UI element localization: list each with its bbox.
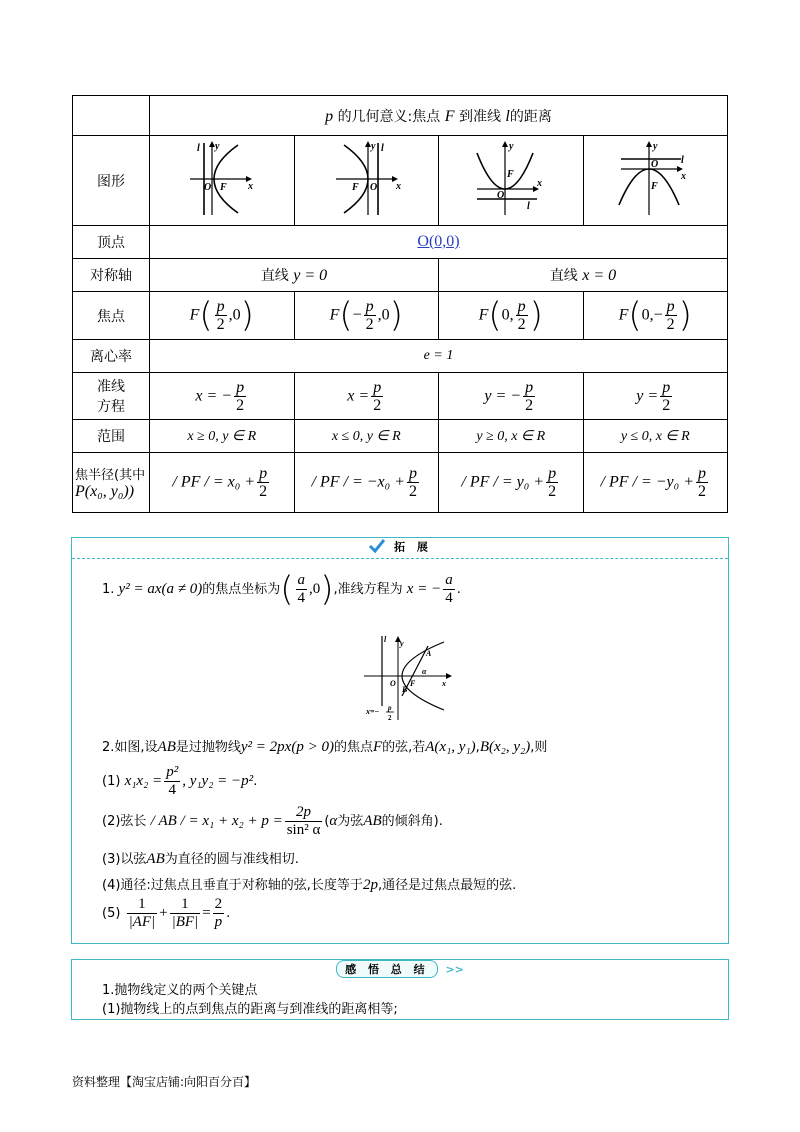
extension-item-1	[102, 569, 461, 610]
p1-lhs: x₁x₂ =	[124, 773, 163, 789]
frac-den: 2	[409, 483, 417, 500]
diagram-F-label: F	[410, 679, 416, 688]
focus-frac-3	[516, 298, 528, 333]
frac-den: 2	[373, 396, 382, 414]
directrix-lhs: y = −	[484, 387, 522, 404]
header-l: l	[505, 107, 510, 125]
focal-radius-cell-1	[150, 453, 295, 513]
summary-banner	[72, 960, 728, 977]
fig2-l-label: l	[381, 142, 385, 154]
range-cell-2: x ≤ 0, y ∈ R	[294, 420, 439, 453]
p2-note-a: (	[324, 814, 330, 829]
checkmark-icon	[368, 538, 386, 557]
focal-radius-cell-2	[294, 453, 439, 513]
summary-line-1: 1.抛物线定义的两个关键点	[102, 983, 258, 998]
p5-label: (5)	[102, 906, 121, 921]
diagram-dir-num: p	[388, 704, 392, 712]
focal-frac	[696, 465, 708, 500]
frac-num: p	[698, 465, 706, 482]
p5-end: .	[226, 906, 231, 921]
extension-item-2	[102, 736, 547, 756]
item1-end: .	[456, 582, 461, 597]
p1-frac	[164, 764, 180, 799]
p5-term-1	[127, 896, 158, 931]
directrix-frac	[523, 379, 535, 414]
focal-chord-diagram	[364, 634, 454, 724]
header-blank-cell	[73, 96, 150, 136]
focus-sign-2: −	[352, 306, 362, 324]
axis-text-2: 直线	[549, 268, 578, 284]
fig1-y-label: y	[214, 140, 220, 152]
focal-frac	[407, 465, 419, 500]
p2-alpha: α	[329, 813, 338, 829]
axis-cell-horizontal	[150, 259, 439, 292]
diagram-l-label: l	[384, 635, 387, 644]
p5-eq: =	[202, 905, 211, 921]
axis-cell-vertical	[439, 259, 728, 292]
frac-num: a	[445, 572, 453, 588]
fig2-O-label: O	[370, 181, 378, 193]
row-label-axis: 对称轴	[73, 259, 150, 292]
row-label-figure: 图形	[73, 136, 150, 226]
vertex-cell	[150, 226, 728, 259]
axis-text-1: 直线	[260, 268, 289, 284]
directrix-lhs: y =	[636, 387, 659, 404]
summary-box	[71, 959, 729, 1020]
p2-label: (2)弦长	[102, 814, 147, 829]
fig3-l-label: l	[526, 200, 530, 212]
item1-equation: y² = ax(a ≠ 0)	[118, 581, 203, 597]
summary-banner-title: 感 悟 总 结	[336, 960, 438, 978]
eccentricity-value: e = 1	[150, 340, 728, 373]
fig4-O-label: O	[651, 158, 659, 170]
item1-prefix: 1.	[102, 582, 115, 597]
item2-text: 2.如图,设	[102, 740, 158, 755]
row-label-range: 范围	[73, 420, 150, 453]
focal-radius-cell-4	[583, 453, 728, 513]
paren-close: )	[389, 295, 403, 336]
frac-den: 2	[698, 483, 706, 500]
property-5	[102, 896, 230, 931]
row-label-focus: 焦点	[73, 292, 150, 340]
frac-num: p	[216, 298, 225, 315]
row-label-directrix	[73, 373, 150, 420]
figure-down-opening	[583, 136, 728, 226]
diagram-O-label: O	[390, 679, 396, 688]
focus-sign-4: −	[653, 306, 663, 324]
axis-eq-2: x = 0	[582, 267, 617, 284]
diagram-y-label: y	[400, 639, 404, 648]
parabola-up-figure	[471, 139, 551, 219]
frac-den: 2	[216, 316, 225, 333]
parabola-properties-table	[72, 95, 728, 513]
focal-frac	[257, 465, 269, 500]
p3-b: 为直径的圆与准线相切.	[164, 852, 299, 867]
p2-frac	[285, 804, 323, 839]
frac-den: sin² α	[286, 822, 321, 838]
property-3	[102, 848, 299, 868]
p2-note-b: 为弦	[337, 814, 364, 829]
frac-den: 4	[168, 782, 176, 798]
frac-num: a	[297, 572, 305, 588]
diagram-A-label: A	[426, 649, 432, 658]
directrix-cell-1	[150, 373, 295, 420]
diagram-alpha-label: α	[422, 667, 427, 676]
directrix-frac	[371, 379, 383, 414]
item2-end: ,则	[530, 740, 548, 755]
fig1-x-label: x	[247, 180, 253, 192]
frac-den: |AF|	[128, 914, 156, 930]
p5-term-2	[170, 896, 201, 931]
frac-den: 2	[666, 316, 675, 333]
p1-label: (1)	[102, 774, 121, 789]
paren-close: )	[320, 569, 334, 610]
focus-post-4: 0,	[641, 306, 654, 324]
frac-num: p	[517, 298, 526, 315]
fig4-x-label: x	[681, 170, 687, 182]
directrix-cell-3	[439, 373, 584, 420]
frac-den: 2	[365, 316, 374, 333]
fig4-l-label: l	[681, 154, 685, 166]
focus-F-2: F	[329, 306, 340, 324]
frac-num: 2p	[285, 804, 323, 822]
fig2-x-label: x	[396, 180, 402, 192]
item1-frac-post: ,0	[309, 581, 321, 597]
fig4-F-label: F	[651, 180, 658, 192]
focus-frac-2	[364, 298, 376, 333]
diagram-B-label: B	[402, 685, 408, 694]
footer-source: 资料整理【淘宝店铺:向阳百分百】	[72, 1075, 257, 1089]
p4-b: ,通径是过焦点最短的弦.	[377, 878, 517, 893]
extension-box	[71, 537, 729, 944]
directrix-cell-4	[583, 373, 728, 420]
diagram-dir-den: 2	[388, 714, 392, 722]
p4-a: (4)通径:过焦点且垂直于对称轴的弦,长度等于	[102, 878, 363, 893]
row-label-eccentricity: 离心率	[73, 340, 150, 373]
paren-close: )	[240, 295, 254, 336]
focal-lhs: / PF / = y₀ +	[461, 473, 545, 491]
frac-num: p	[548, 465, 557, 482]
frac-num: p	[236, 378, 245, 396]
parabola-right-figure	[182, 139, 262, 219]
item1-directrix-lhs: x = −	[406, 581, 442, 597]
p2-equation: / AB / = x₁ + x₂ + p =	[150, 813, 283, 829]
p2-AB: AB	[363, 813, 382, 829]
directrix-cell-2	[294, 373, 439, 420]
fig3-x-label: x	[536, 177, 542, 189]
p5-plus: +	[159, 905, 168, 921]
p2-note-c: 的倾斜角).	[381, 814, 443, 829]
item2-mid: 是过抛物线	[175, 740, 241, 755]
fig3-y-label: y	[508, 140, 514, 152]
paren-open: (	[339, 295, 353, 336]
frac-den: 2	[259, 483, 268, 500]
item2-equation: y² = 2px(p > 0)	[240, 739, 334, 755]
figure-up-opening	[439, 136, 584, 226]
frac-den: 2	[548, 483, 557, 500]
fig2-F-label: F	[352, 181, 359, 193]
chevron-right-icon: >>	[445, 963, 464, 976]
p1-end: .	[253, 774, 258, 789]
item2-AB: AB	[157, 739, 176, 755]
paren-open: (	[628, 295, 642, 336]
focus-post-1: ,0	[228, 306, 241, 324]
axis-eq-1: y = 0	[293, 267, 328, 284]
parabola-left-figure	[326, 139, 406, 219]
paren-open: (	[488, 295, 502, 336]
diagram-dir-lhs: x=−	[366, 707, 380, 716]
focal-radius-cell-3	[439, 453, 584, 513]
directrix-frac	[660, 379, 672, 414]
property-1	[102, 764, 257, 799]
range-cell-1: x ≥ 0, y ∈ R	[150, 420, 295, 453]
extension-banner-title: 拓 展	[394, 540, 432, 554]
p5-rhs	[213, 896, 225, 931]
item2-focus: 的焦点	[333, 740, 373, 755]
header-note: 的几何意义:焦点	[337, 108, 441, 125]
focus-frac-1	[215, 298, 227, 333]
figure-left-opening	[294, 136, 439, 226]
fig3-O-label: O	[496, 189, 504, 201]
focus-frac-4	[665, 298, 677, 333]
range-cell-3: y ≥ 0, x ∈ R	[439, 420, 584, 453]
frac-num: p	[666, 298, 675, 315]
header-mid: 到准线	[458, 108, 501, 125]
item1-text-b: ,准线方程为	[333, 582, 403, 597]
fig4-y-label: y	[653, 140, 658, 152]
frac-num: 1	[170, 896, 201, 914]
frac-num: p²	[166, 764, 179, 780]
focal-lhs: / PF / = x₀ +	[172, 473, 256, 491]
frac-num: p	[525, 378, 534, 396]
focus-F-4: F	[618, 306, 629, 324]
row-label-directrix-1: 准线	[97, 379, 125, 395]
header-cell	[150, 96, 728, 136]
focus-cell-2	[294, 292, 439, 340]
focal-lhs: / PF / = −x₀ +	[311, 473, 405, 491]
frac-num: p	[373, 378, 382, 396]
p3-AB: AB	[146, 851, 165, 867]
item2-B: B(x₂, y₂)	[479, 739, 531, 755]
property-2	[102, 804, 443, 839]
item2-F: F	[372, 739, 383, 755]
item1-focus-frac	[296, 572, 308, 607]
header-p: p	[325, 107, 334, 125]
directrix-lhs: x =	[347, 387, 370, 404]
focus-F-1: F	[189, 306, 200, 324]
parabola-down-figure	[615, 139, 695, 219]
frac-den: 2	[662, 396, 671, 414]
extension-banner	[72, 538, 728, 559]
paren-close: )	[529, 295, 543, 336]
vertex-value[interactable]: O(0,0)	[417, 233, 460, 250]
p4-2p: 2p	[362, 877, 378, 893]
item2-sep: ,	[475, 740, 480, 755]
frac-den: 2	[517, 316, 526, 333]
frac-num: p	[365, 298, 374, 315]
frac-den: |BF|	[171, 914, 199, 930]
frac-den: 2	[236, 396, 245, 414]
frac-num: p	[259, 465, 268, 482]
fig3-F-label: F	[506, 168, 514, 180]
header-end: 的距离	[509, 108, 552, 125]
fig1-O-label: O	[203, 181, 211, 193]
focus-F-3: F	[478, 306, 489, 324]
item1-text-a: 的焦点坐标为	[202, 582, 281, 597]
frac-num: p	[409, 465, 417, 482]
row-label-vertex: 顶点	[73, 226, 150, 259]
directrix-frac	[234, 379, 246, 414]
focal-lhs: / PF / = −y₀ +	[600, 473, 694, 491]
focus-post-2: ,0	[377, 306, 390, 324]
focus-cell-3	[439, 292, 584, 340]
frac-num: 2	[214, 896, 223, 912]
paren-open: (	[280, 569, 294, 610]
summary-line-2: (1)抛物线上的点到焦点的距离与到准线的距离相等;	[102, 1002, 398, 1017]
frac-num: 1	[127, 896, 158, 914]
p1-rest: , y₁y₂ = −p²	[182, 773, 254, 789]
focus-cell-1	[150, 292, 295, 340]
figure-right-opening	[150, 136, 295, 226]
fig1-F-label: F	[219, 181, 227, 193]
row-label-focal-radius-1: 焦半径(其中	[75, 468, 146, 483]
row-label-focal-radius	[73, 453, 150, 513]
frac-den: 2	[525, 396, 534, 414]
paren-open: (	[199, 295, 213, 336]
paren-close: )	[678, 295, 692, 336]
frac-den: 4	[297, 590, 305, 606]
focus-post-3: 0,	[501, 306, 514, 324]
row-label-focal-radius-2: P(x₀, y₀))	[75, 483, 135, 500]
item2-chord: 的弦,若	[382, 740, 426, 755]
directrix-lhs: x = −	[195, 387, 233, 404]
diagram-x-label: x	[442, 679, 446, 688]
item1-directrix-frac	[443, 572, 455, 607]
focus-cell-4	[583, 292, 728, 340]
row-label-directrix-2: 方程	[97, 399, 125, 415]
item2-A: A(x₁, y₁)	[425, 739, 476, 755]
frac-den: 4	[445, 590, 453, 606]
frac-den: p	[214, 914, 223, 930]
fig2-y-label: y	[371, 140, 376, 152]
header-F: F	[444, 107, 455, 125]
frac-num: p	[662, 378, 671, 396]
range-cell-4: y ≤ 0, x ∈ R	[583, 420, 728, 453]
property-4	[102, 874, 516, 894]
fig1-l-label: l	[196, 142, 200, 154]
focal-frac	[546, 465, 558, 500]
p3-a: (3)以弦	[102, 852, 147, 867]
